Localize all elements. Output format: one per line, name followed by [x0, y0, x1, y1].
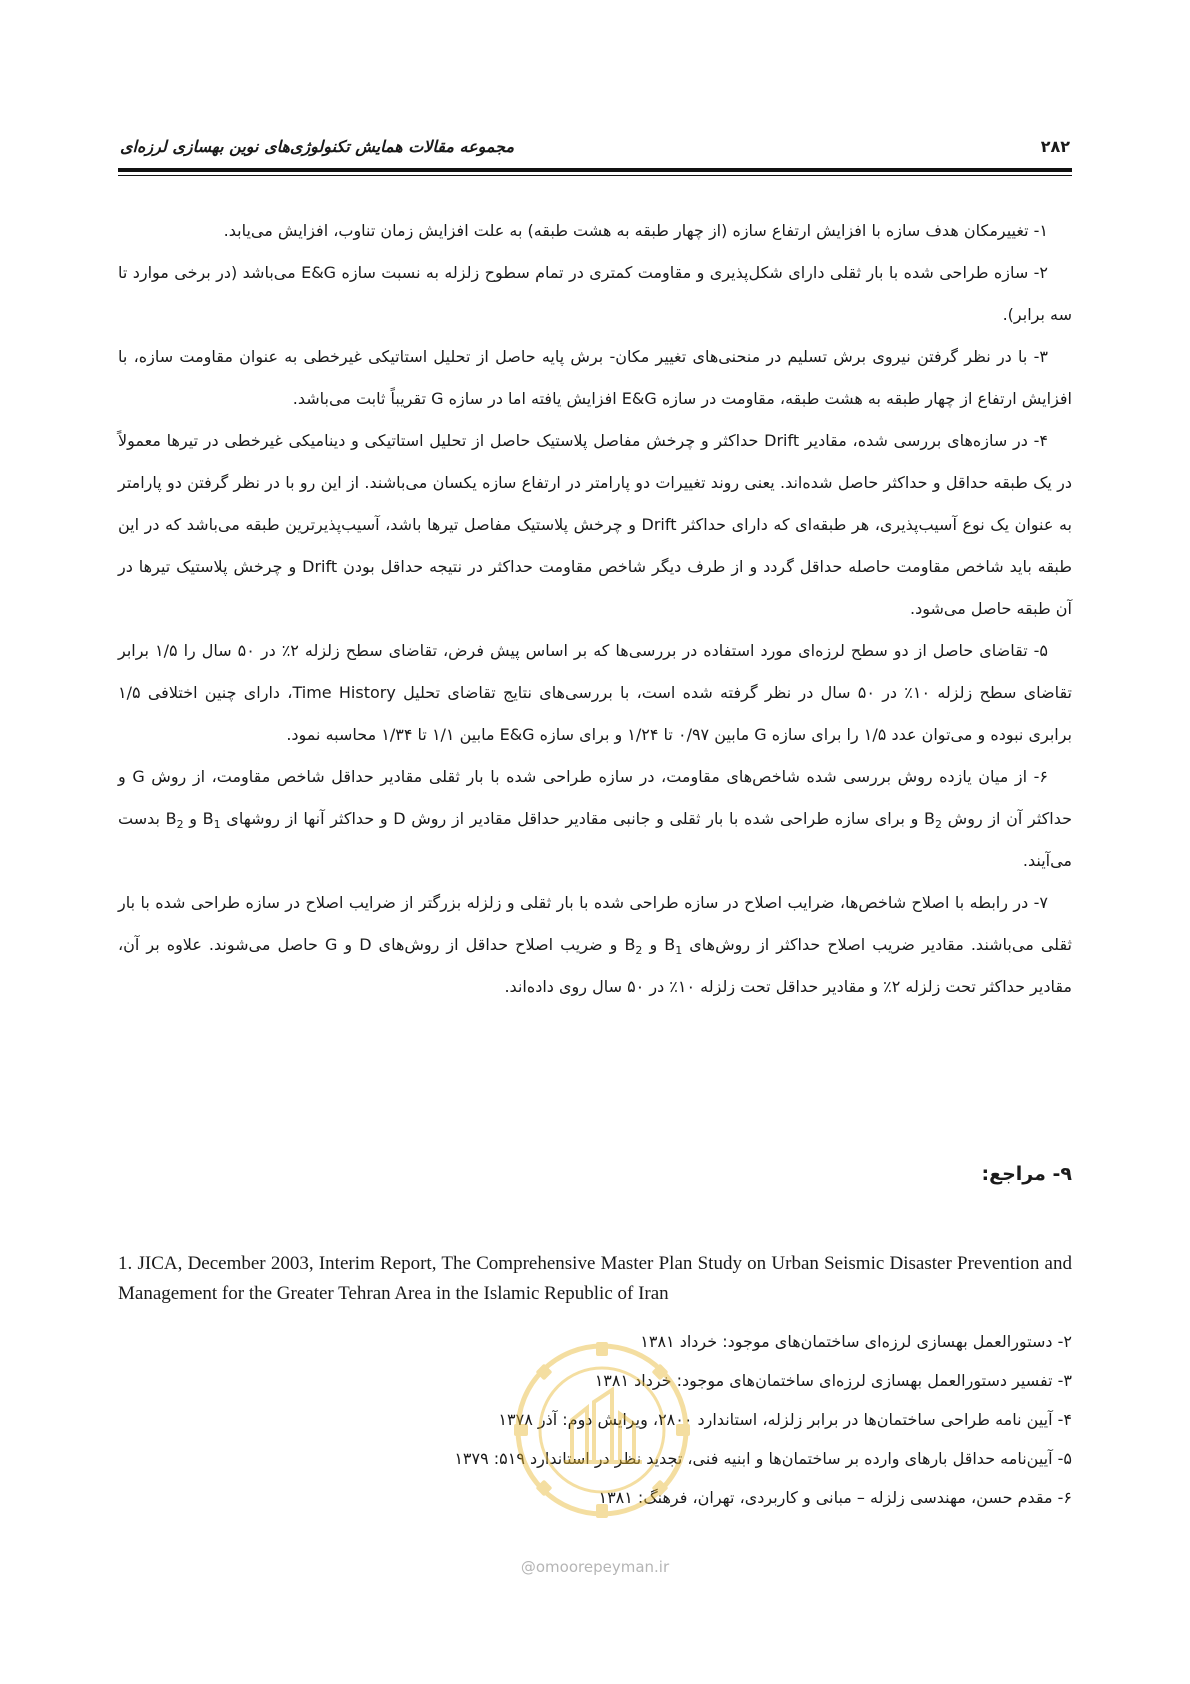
paragraph-6-text: بدست می‌آیند.	[118, 809, 1072, 870]
watermark-seal-icon	[512, 1340, 692, 1520]
paragraph-3: ۳- با در نظر گرفتن نیروی برش تسلیم در منحنی‌های تغییر مکان- برش پایه حاصل از تحلیل استاتیکی غیرخطی به عنوان مقاومت سازه، با افزایش ارتفاع از چهار طبقه به هشت طبقه، مقاومت در سازه E&G افزایش یافته اما در سازه G تقریباً ثابت می‌باشد.	[118, 347, 1072, 408]
subscript: 2	[635, 944, 643, 958]
paragraph-6-text: و B	[165, 809, 203, 828]
paragraph-2: ۲- سازه طراحی شده با بار ثقلی دارای شکل‌پذیری و مقاومت کمتری در تمام سطوح زلزله به نسبت سازه E&G می‌باشد (در برخی موارد تا سه برابر).	[118, 263, 1072, 324]
paragraph-6-text: ۶- از میان یازده روش بررسی شده شاخص‌های مقاومت، در سازه طراحی شده با بار ثقلی مقادیر حداقل شاخص مقاومت، از روش G و حداکثر آن از روش B	[118, 767, 1073, 828]
paragraph-7	[118, 882, 1072, 1008]
running-header	[120, 128, 1070, 164]
header-title: مجموعه مقالات همایش تکنولوژی‌های نوین بهسازی لرزه‌ای	[120, 136, 515, 156]
subscript: 1	[213, 818, 221, 832]
paragraph-6	[118, 756, 1072, 882]
reference-item: ۶- مقدم حسن، مهندسی زلزله – مبانی و کاربردی، تهران، فرهنگ: ۱۳۸۱	[598, 1488, 1072, 1507]
paragraph-4: ۴- در سازه‌های بررسی شده، مقادیر Drift حداکثر و چرخش مفاصل پلاستیک حاصل از تحلیل استاتیکی و دینامیکی غیرخطی در تیرها معمولاً در یک طبقه حداقل و حداکثر حاصل شده‌اند. یعنی روند تغییرات دو پارامتر در ارتفاع سازه یکسان می‌باشند. از این رو با در نظر گرفتن دو پارامتر به عنوان یک نوع آسیب‌پذیری، هر طبقه‌ای که دارای حداکثر Drift و چرخش پلاستیک مفاصل تیرها باشد، آسیب‌پذیرترین طبقه می‌باشد که در این طبقه باید شاخص مقاومت حاصله حداقل گردد و از طرف دیگر شاخص مقاومت حداکثر در نتیجه حداقل بودن Drift و چرخش پلاستیک تیرها در آن طبقه حاصل می‌شود.	[118, 431, 1072, 618]
paragraph-5: ۵- تقاضای حاصل از دو سطح لرزه‌ای مورد استفاده در بررسی‌ها که بر اساس پیش فرض، تقاضای سطح زلزله ۲٪ در ۵۰ سال را ۱/۵ برابر تقاضای سطح زلزله ۱۰٪ در ۵۰ سال در نظر گرفته شده است، با بررسی‌های نتایج تقاضای تحلیل Time History، دارای چنین اختلافی ۱/۵ برابری نبوده و می‌توان عدد ۱/۵ را برای سازه G مابین ۰/۹۷ تا ۱/۲۴ و برای سازه E&G مابین ۱/۱ تا ۱/۳۴ محاسبه نمود.	[118, 641, 1073, 744]
watermark-caption: @omoorepeyman.ir	[520, 1558, 670, 1576]
paragraph-7-text: و ضریب اصلاح حداقل از روش‌های D و G حاصل می‌شوند. علاوه بر آن، مقادیر حداکثر تحت زلزله ۲٪ و مقادیر حداقل تحت زلزله ۱۰٪ در ۵۰ سال روی داده‌اند.	[118, 935, 1072, 996]
references-heading: ۹- مراجع:	[981, 1163, 1072, 1185]
paragraph-7-text: ۷- در رابطه با اصلاح شاخص‌ها، ضرایب اصلاح در سازه طراحی شده با بار ثقلی و زلزله بزرگتر از ضرایب اصلاح در سازه طراحی شده با بار ثقلی می‌باشند. مقادیر ضریب اصلاح حداکثر از روش‌های B	[118, 893, 1073, 954]
subscript: 2	[176, 818, 184, 832]
reference-item: ۲- دستورالعمل بهسازی لرزه‌ای ساختمان‌های موجود: خرداد ۱۳۸۱	[640, 1332, 1072, 1351]
subscript: 1	[675, 944, 683, 958]
subscript: 2	[935, 818, 943, 832]
header-rule	[118, 168, 1072, 172]
reference-item: ۵- آیین‌نامه حداقل بارهای وارده بر ساختمان‌ها و ابنیه فنی، تجدید نظر در استاندارد ۵۱۹: ۱۳۷۹	[454, 1449, 1072, 1468]
reference-item: ۳- تفسیر دستورالعمل بهسازی لرزه‌ای ساختمان‌های موجود: خرداد ۱۳۸۱	[594, 1371, 1072, 1390]
reference-english: 1. JICA, December 2003, Interim Report, The Comprehensive Master Plan Study on Urban Seismic Disaster Prevention and Management for the Greater Tehran Area in the Islamic Republic of Iran	[118, 1253, 1072, 1304]
page-number: ۲۸۲	[1040, 136, 1070, 156]
body-text	[118, 210, 1072, 1008]
paragraph-6-text: و برای سازه طراحی شده با بار ثقلی و جانبی مقادیر حداقل مقادیر از روش D و حداکثر آنها از روشهای B	[202, 809, 925, 828]
paragraph-1: ۱- تغییرمکان هدف سازه با افزایش ارتفاع سازه (از چهار طبقه به هشت طبقه) به علت افزایش زمان تناوب، افزایش می‌یابد.	[223, 221, 1048, 240]
reference-item: ۴- آیین نامه طراحی ساختمان‌ها در برابر زلزله، استاندارد ۲۸۰۰، ویرایش دوم: آذر ۱۳۷۸	[498, 1410, 1072, 1429]
paragraph-7-text: و B	[624, 935, 665, 954]
